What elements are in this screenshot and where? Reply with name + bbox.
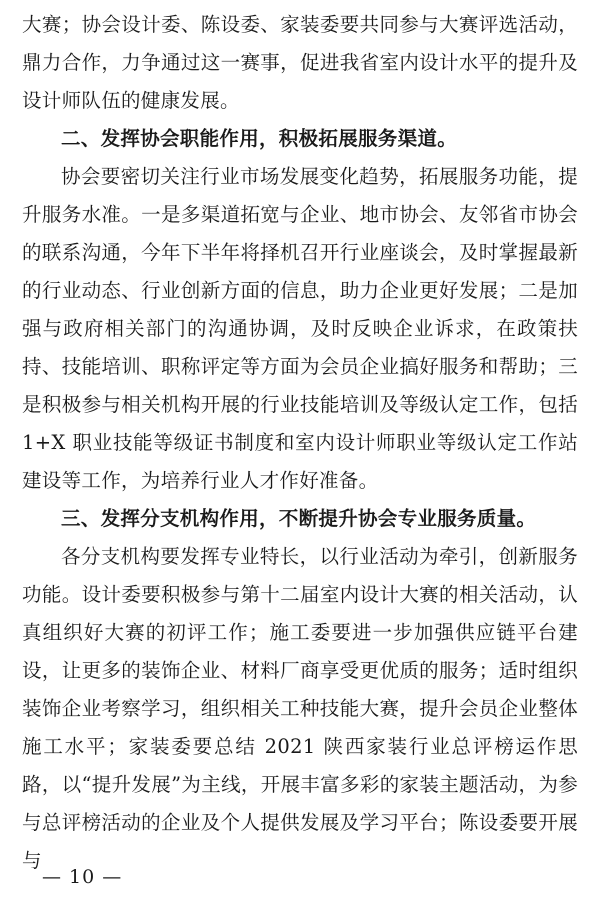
- paragraph-section-2-body: 协会要密切关注行业市场发展变化趋势，拓展服务功能，提升服务水准。一是多渠道拓宽与企业、地市协会、友邻省市协会的联系沟通，今年下半年将择机召开行业座谈会，及时掌握最新的行业动态、行业创新方面的信息，助力企业更好发展；二是加强与政府相关部门的沟通协调，及时反映企业诉求，在政策扶持、技能培训、职称评定等方面为会员企业搞好服务和帮助；三是积极参与相关机构开展的行业技能培训及等级认定工作，包括 1+X 职业技能等级证书制度和室内设计师职业等级认定工作站建设等工作，为培养行业人才作好准备。: [22, 165, 578, 492]
- section-heading-3: 三、发挥分支机构作用，不断提升协会专业服务质量。: [61, 507, 537, 530]
- section-heading-2: 二、发挥协会职能作用，积极拓展服务渠道。: [61, 127, 458, 150]
- paragraph-continuation: 大赛；协会设计委、陈设委、家装委要共同参与大赛评选活动，鼎力合作，力争通过这一赛事，促进我省室内设计水平的提升及设计师队伍的健康发展。: [22, 13, 578, 112]
- page-number: — 10 —: [42, 866, 123, 888]
- paragraph-section-3-body: 各分支机构要发挥专业特长，以行业活动为牵引，创新服务功能。设计委要积极参与第十二届室内设计大赛的相关活动，认真组织好大赛的初评工作；施工委要进一步加强供应链平台建设，让更多的装饰企业、材料厂商享受更优质的服务；适时组织装饰企业考察学习，组织相关工种技能大赛，提升会员企业整体施工水平；家装委要总结 2021 陕西家装行业总评榜运作思路，以“提升发展”为主线，开展丰富多彩的家装主题活动，为参与总评榜活动的企业及个人提供发展及学习平台；陈设委要开展与: [22, 545, 578, 872]
